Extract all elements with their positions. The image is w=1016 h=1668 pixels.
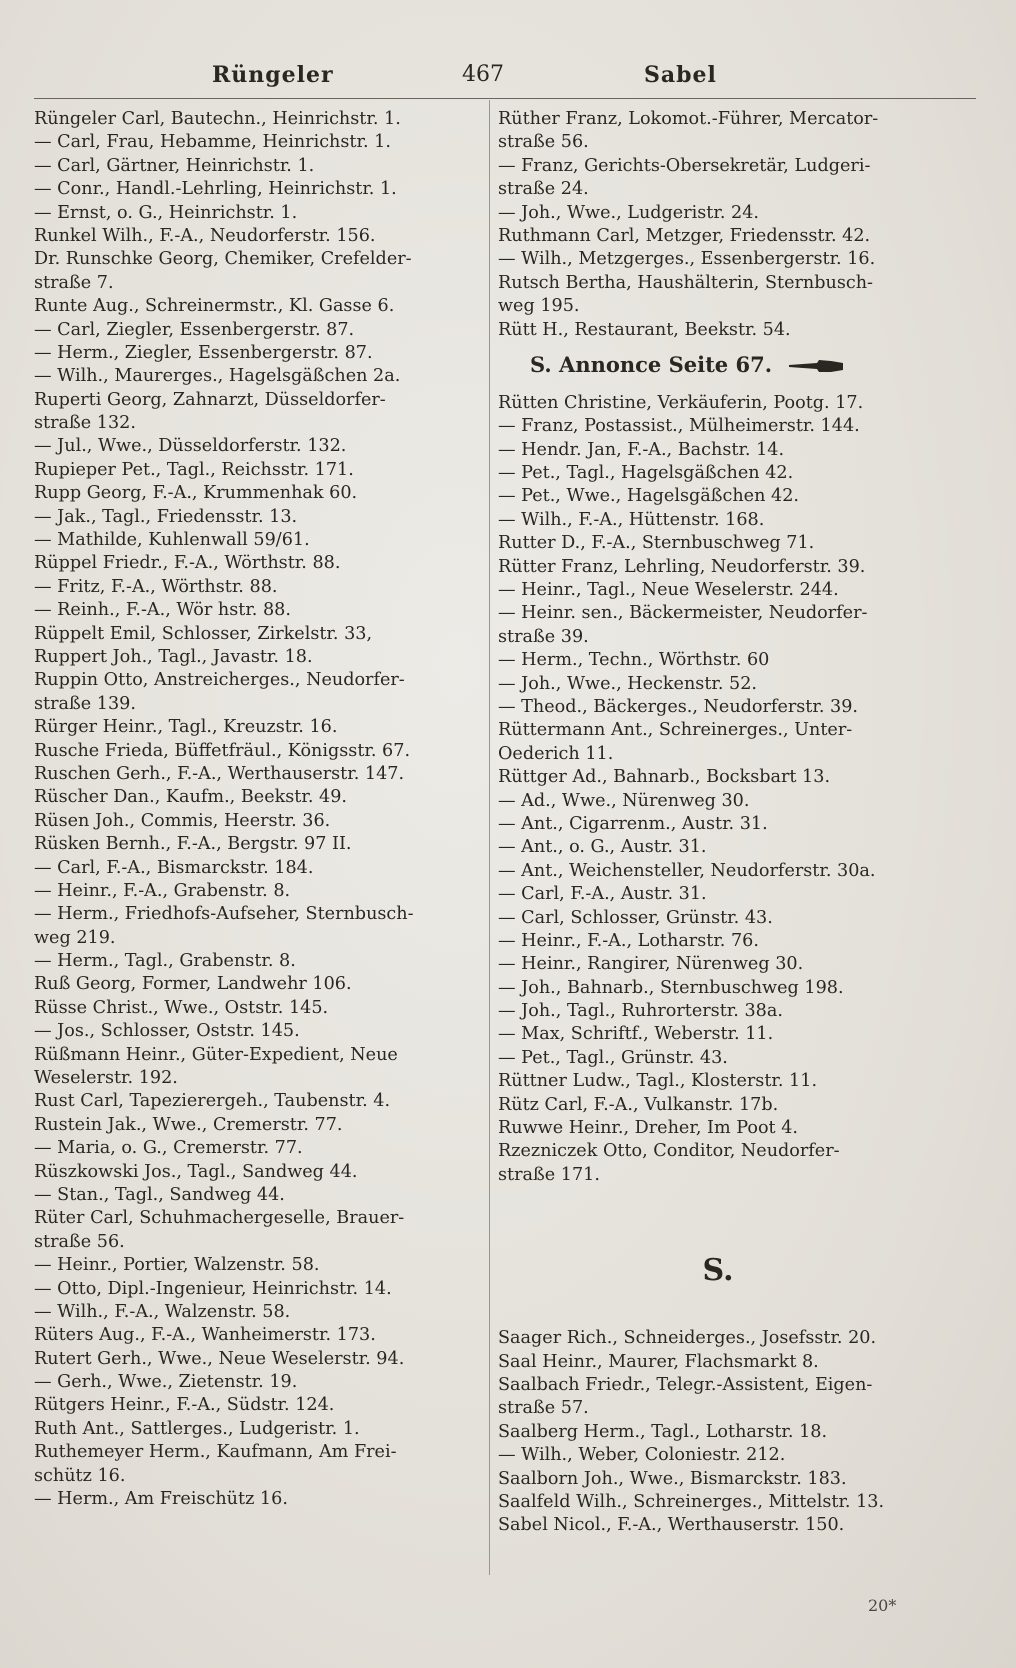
directory-entry-line: — Wilh., F.-A., Walzenstr. 58. [34, 1301, 291, 1322]
directory-entry-line: — Gerh., Wwe., Zietenstr. 19. [34, 1372, 298, 1393]
directory-entry-line: Runkel Wilh., F.-A., Neudorferstr. 156. [34, 225, 376, 246]
directory-entry-line: — Joh., Bahnarb., Sternbuschweg 198. [498, 977, 844, 998]
directory-entry-line: Weselerstr. 192. [34, 1068, 178, 1089]
sheet-signature: 20* [868, 1596, 897, 1615]
directory-entry-line: — Reinh., F.-A., Wör hstr. 88. [34, 600, 291, 621]
directory-entry-line: straße 171. [498, 1164, 600, 1185]
directory-entry-line: Saalbach Friedr., Telegr.-Assistent, Eigen- [498, 1374, 873, 1395]
directory-entry-line: — Wilh., F.-A., Hüttenstr. 168. [498, 509, 765, 530]
directory-entry-line: Rüttermann Ant., Schreinerges., Unter- [498, 720, 853, 741]
directory-entry-line: Rütgers Heinr., F.-A., Südstr. 124. [34, 1395, 335, 1416]
directory-entry-line: — Maria, o. G., Cremerstr. 77. [34, 1138, 303, 1159]
directory-entry-line: Rüppelt Emil, Schlosser, Zirkelstr. 33, [34, 623, 373, 644]
directory-entry-line: Ruthmann Carl, Metzger, Friedensstr. 42. [498, 225, 871, 246]
directory-entry-line: straße 56. [34, 1231, 125, 1252]
directory-entry-line: — Ant., Cigarrenm., Austr. 31. [498, 813, 768, 834]
directory-entry-line: straße 139. [34, 693, 136, 714]
directory-entry-line: — Carl, Frau, Hebamme, Heinrichstr. 1. [34, 132, 391, 153]
header-right-keyword: Sabel [644, 62, 717, 88]
directory-entry-line: straße 56. [498, 132, 589, 153]
directory-entry-line: — Franz, Gerichts-Obersekretär, Ludgeri- [498, 155, 871, 176]
directory-entry-line: — Hendr. Jan, F.-A., Bachstr. 14. [498, 439, 785, 460]
directory-entry-line: — Mathilde, Kuhlenwall 59/61. [34, 530, 310, 551]
directory-entry-line: — Heinr. sen., Bäckermeister, Neudorfer- [498, 603, 868, 624]
directory-entry-line: Sabel Nicol., F.-A., Werthauserstr. 150. [498, 1515, 845, 1536]
right-entries-a [498, 108, 938, 342]
directory-entry-line: — Otto, Dipl.-Ingenieur, Heinrichstr. 14. [34, 1278, 392, 1299]
directory-entry-line: Ruthemeyer Herm., Kaufmann, Am Frei- [34, 1442, 397, 1463]
directory-entry-line: — Herm., Ziegler, Essenbergerstr. 87. [34, 342, 373, 363]
directory-entry-line: — Franz, Postassist., Mülheimerstr. 144. [498, 416, 860, 437]
directory-entry-line: straße 39. [498, 626, 589, 647]
directory-entry-line: Rupieper Pet., Tagl., Reichsstr. 171. [34, 459, 354, 480]
directory-entry-line: Saager Rich., Schneiderges., Josefsstr. 20. [498, 1328, 877, 1349]
directory-entry-line: — Carl, Schlosser, Grünstr. 43. [498, 907, 773, 928]
directory-entry-line: Rüscher Dan., Kaufm., Beekstr. 49. [34, 787, 348, 808]
directory-entry-line: — Jos., Schlosser, Oststr. 145. [34, 1021, 300, 1042]
directory-entry-line: Rupp Georg, F.-A., Krummenhak 60. [34, 483, 358, 504]
directory-entry-line: weg 219. [34, 927, 116, 948]
directory-entry-line: — Carl, F.-A., Austr. 31. [498, 884, 707, 905]
page-number: 467 [462, 62, 504, 87]
directory-entry-line: Saal Heinr., Maurer, Flachsmarkt 8. [498, 1351, 819, 1372]
directory-entry-line: Ruperti Georg, Zahnarzt, Düsseldorfer- [34, 389, 386, 410]
directory-entry-line: — Jul., Wwe., Düsseldorferstr. 132. [34, 436, 347, 457]
directory-entry-line: — Joh., Wwe., Heckenstr. 52. [498, 673, 758, 694]
directory-entry-line: Ruppin Otto, Anstreicherges., Neudorfer- [34, 670, 405, 691]
annonce-note [498, 350, 938, 380]
directory-entry-line: straße 132. [34, 413, 136, 434]
directory-entry-line: Rüttner Ludw., Tagl., Klosterstr. 11. [498, 1071, 818, 1092]
directory-entry-line: Rütt H., Restaurant, Beekstr. 54. [498, 319, 791, 340]
directory-entry-line: — Heinr., Portier, Walzenstr. 58. [34, 1255, 320, 1276]
directory-entry-line: Saalborn Joh., Wwe., Bismarckstr. 183. [498, 1468, 847, 1489]
directory-entry-line: Ruschen Gerh., F.-A., Werthauserstr. 147. [34, 763, 405, 784]
directory-entry-line: — Ernst, o. G., Heinrichstr. 1. [34, 202, 298, 223]
directory-entry-line: — Stan., Tagl., Sandweg 44. [34, 1184, 285, 1205]
directory-entry-line: — Herm., Techn., Wörthstr. 60 [498, 650, 770, 671]
directory-entry-line: — Joh., Tagl., Ruhrorterstr. 38a. [498, 1001, 783, 1022]
directory-entry-line: Rüßmann Heinr., Güter-Expedient, Neue [34, 1044, 398, 1065]
directory-entry-line: Saalfeld Wilh., Schreinerges., Mittelstr. 13. [498, 1491, 885, 1512]
directory-entry-line: — Heinr., F.-A., Lotharstr. 76. [498, 930, 759, 951]
directory-entry-line: — Herm., Friedhofs-Aufseher, Sternbusch- [34, 904, 414, 925]
directory-entry-line: straße 24. [498, 179, 589, 200]
directory-entry-line: — Carl, Gärtner, Heinrichstr. 1. [34, 155, 315, 176]
column-divider [489, 100, 490, 1575]
directory-entry-line: Runte Aug., Schreinermstr., Kl. Gasse 6. [34, 296, 395, 317]
directory-entry-line: Rutter D., F.-A., Sternbuschweg 71. [498, 533, 815, 554]
directory-entry-line: — Ad., Wwe., Nürenweg 30. [498, 790, 750, 811]
directory-entry-line: — Jak., Tagl., Friedensstr. 13. [34, 506, 298, 527]
directory-entry-line: — Heinr., Tagl., Neue Weselerstr. 244. [498, 580, 839, 601]
directory-entry-line: — Fritz, F.-A., Wörthstr. 88. [34, 576, 278, 597]
annonce-text: S. Annonce Seite 67. [530, 351, 773, 377]
page-header [0, 58, 1016, 98]
directory-entry-line: Ruppert Joh., Tagl., Javastr. 18. [34, 646, 313, 667]
directory-entry-line: — Wilh., Metzgerges., Essenbergerstr. 16. [498, 249, 876, 270]
directory-entry-line: Ruß Georg, Former, Landwehr 106. [34, 974, 352, 995]
directory-entry-line: — Herm., Tagl., Grabenstr. 8. [34, 951, 296, 972]
directory-entry-line: — Max, Schriftf., Weberstr. 11. [498, 1024, 774, 1045]
directory-entry-line: Rüsse Christ., Wwe., Oststr. 145. [34, 997, 329, 1018]
directory-entry-line: Rüppel Friedr., F.-A., Wörthstr. 88. [34, 553, 341, 574]
directory-entry-line: Rürger Heinr., Tagl., Kreuzstr. 16. [34, 717, 338, 738]
directory-entry-line: Rzezniczek Otto, Conditor, Neudorfer- [498, 1141, 840, 1162]
directory-entry-line: Ruth Ant., Sattlerges., Ludgeristr. 1. [34, 1418, 360, 1439]
left-column [34, 108, 468, 1511]
directory-entry-line: weg 195. [498, 296, 580, 317]
directory-entry-line: Rust Carl, Tapezierergeh., Taubenstr. 4. [34, 1091, 391, 1112]
directory-entry-line: — Pet., Tagl., Hagelsgäßchen 42. [498, 463, 794, 484]
directory-entry-line: Rüttger Ad., Bahnarb., Bocksbart 13. [498, 767, 831, 788]
directory-entry-line: Rütter Franz, Lehrling, Neudorferstr. 39. [498, 556, 866, 577]
directory-entry-line: — Wilh., Weber, Coloniestr. 212. [498, 1445, 786, 1466]
directory-entry-line: — Herm., Am Freischütz 16. [34, 1489, 288, 1510]
directory-entry-line: straße 57. [498, 1398, 589, 1419]
right-entries-b [498, 392, 938, 1187]
directory-entry-line: — Pet., Wwe., Hagelsgäßchen 42. [498, 486, 799, 507]
directory-entry-line: — Pet., Tagl., Grünstr. 43. [498, 1047, 728, 1068]
directory-entry-line: Dr. Runschke Georg, Chemiker, Crefelder- [34, 249, 412, 270]
directory-entry-line: Rüther Franz, Lokomot.-Führer, Mercator- [498, 109, 879, 129]
directory-entry-line: — Carl, F.-A., Bismarckstr. 184. [34, 857, 314, 878]
directory-entry-line: Rüters Aug., F.-A., Wanheimerstr. 173. [34, 1325, 376, 1346]
section-letter: S. [702, 1253, 734, 1289]
directory-entry-line: Rüsken Bernh., F.-A., Bergstr. 97 II. [34, 834, 352, 855]
directory-entry-line: Ruwwe Heinr., Dreher, Im Poot 4. [498, 1118, 798, 1139]
directory-entry-line: Rütten Christine, Verkäuferin, Pootg. 17. [498, 392, 864, 413]
directory-entry-line: straße 7. [34, 272, 114, 293]
header-rule [34, 98, 976, 99]
header-left-keyword: Rüngeler [212, 62, 334, 88]
directory-entry-line: — Wilh., Maurerges., Hagelsgäßchen 2a. [34, 366, 401, 387]
directory-entry-line: Saalberg Herm., Tagl., Lotharstr. 18. [498, 1421, 828, 1442]
directory-entry-line: — Conr., Handl.-Lehrling, Heinrichstr. 1. [34, 179, 397, 200]
directory-entry-line: Rüter Carl, Schuhmachergeselle, Brauer- [34, 1208, 405, 1229]
directory-entry-line: Rusche Frieda, Büffetfräul., Königsstr. 67. [34, 740, 411, 761]
directory-entry-line: — Joh., Wwe., Ludgeristr. 24. [498, 202, 760, 223]
directory-entry-line: — Theod., Bäckerges., Neudorferstr. 39. [498, 696, 859, 717]
directory-entry-line: Rutert Gerh., Wwe., Neue Weselerstr. 94. [34, 1348, 405, 1369]
directory-entry-line: schütz 16. [34, 1465, 126, 1486]
directory-entry-line: Oederich 11. [498, 743, 614, 764]
directory-entry-line: — Carl, Ziegler, Essenbergerstr. 87. [34, 319, 355, 340]
directory-entry-line: Rutsch Bertha, Haushälterin, Sternbusch- [498, 272, 873, 293]
directory-entry-line: — Heinr., F.-A., Grabenstr. 8. [34, 880, 291, 901]
directory-entry-line: — Ant., o. G., Austr. 31. [498, 837, 707, 858]
right-column [498, 108, 938, 1538]
directory-entry-line: — Ant., Weichensteller, Neudorferstr. 30a. [498, 860, 876, 881]
directory-entry-line: Rüsen Joh., Commis, Heerstr. 36. [34, 810, 331, 831]
directory-entry-line: Rüszkowski Jos., Tagl., Sandweg 44. [34, 1161, 358, 1182]
directory-entry-line: Rüngeler Carl, Bautechn., Heinrichstr. 1. [34, 109, 401, 129]
right-entries-c [498, 1327, 938, 1538]
directory-entry-line: — Heinr., Rangirer, Nürenweg 30. [498, 954, 804, 975]
pointing-hand-icon [787, 359, 845, 373]
directory-entry-line: Rütz Carl, F.-A., Vulkanstr. 17b. [498, 1094, 779, 1115]
directory-entry-line: Rustein Jak., Wwe., Cremerstr. 77. [34, 1114, 343, 1135]
